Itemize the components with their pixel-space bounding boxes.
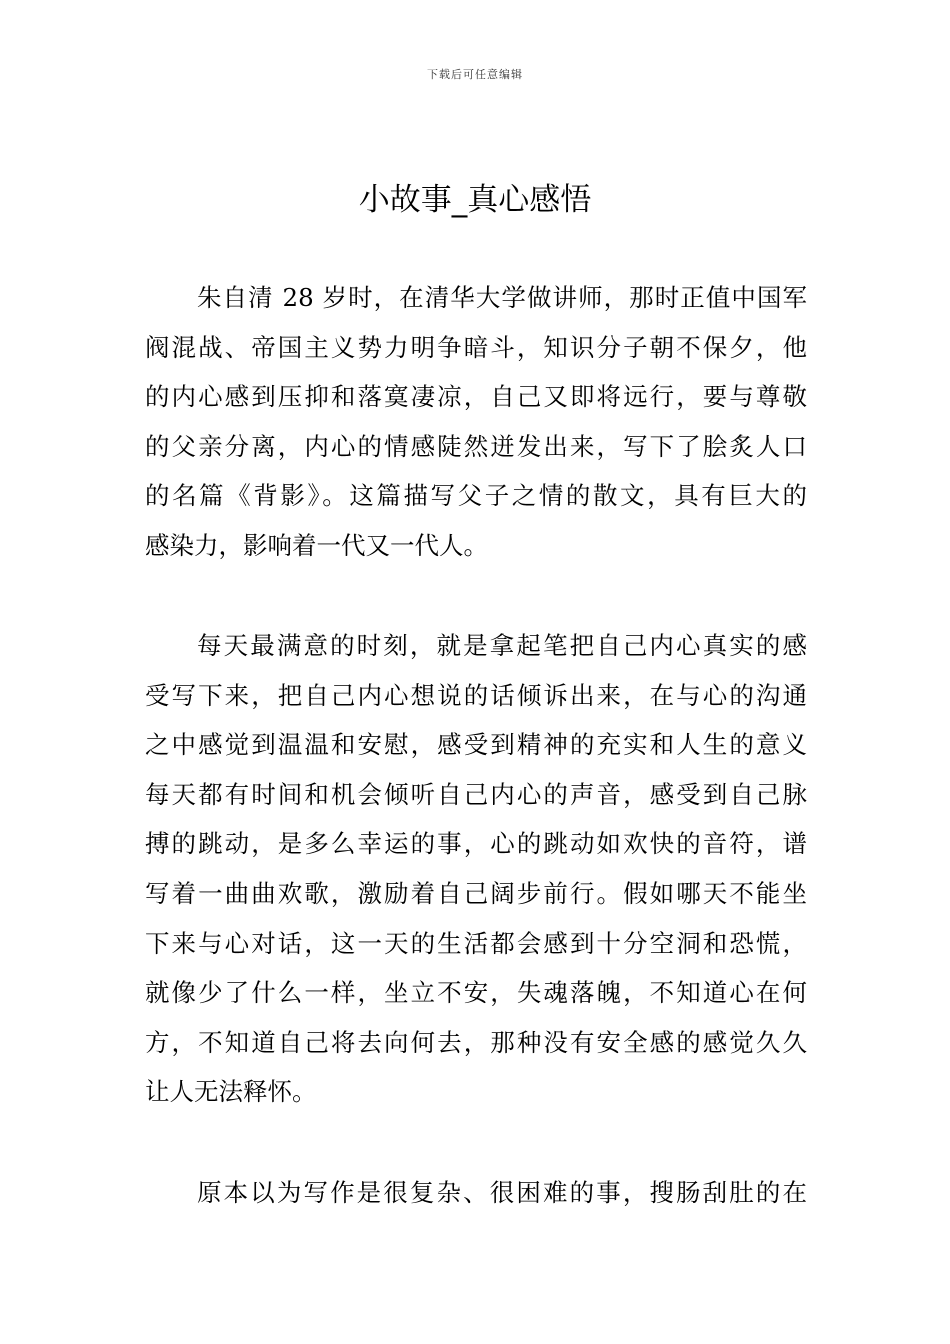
paragraph-line: 之中感觉到温温和安慰，感受到精神的充实和人生的意义 [145, 730, 807, 760]
paragraph-line: 阀混战、帝国主义势力明争暗斗，知识分子朝不保夕，他 [145, 332, 807, 362]
paragraph-line: 就像少了什么一样，坐立不安，失魂落魄，不知道心在何 [145, 978, 807, 1008]
paragraph-line: 的名篇《背影》。这篇描写父子之情的散文，具有巨大的 [145, 481, 807, 511]
paragraph-line: 感染力，影响着一代又一代人。 [145, 530, 488, 560]
paragraph-2 [145, 621, 807, 1117]
paragraph-line: 下来与心对话，这一天的生活都会感到十分空洞和恐慌， [145, 928, 807, 958]
paragraph-line: 的父亲分离，内心的情感陡然迸发出来，写下了脍炙人口 [145, 431, 807, 461]
paragraph-1 [145, 273, 807, 571]
paragraph-line: 每天都有时间和机会倾听自己内心的声音，感受到自己脉 [145, 779, 807, 809]
paragraph-line: 的内心感到压抑和落寞凄凉，自己又即将远行，要与尊敬 [145, 382, 807, 412]
paragraph-line: 朱自清 28 岁时，在清华大学做讲师，那时正值中国军 [197, 283, 807, 312]
paragraph-line: 每天最满意的时刻，就是拿起笔把自己内心真实的感 [197, 631, 807, 660]
paragraph-line: 让人无法释怀。 [145, 1077, 317, 1107]
document-title: 小故事_真心感悟 [358, 182, 592, 218]
paragraph-line: 受写下来，把自己内心想说的话倾诉出来，在与心的沟通 [145, 680, 807, 710]
paragraph-line: 方，不知道自己将去向何去，那种没有安全感的感觉久久 [145, 1027, 807, 1057]
paragraph-3 [145, 1168, 807, 1218]
header-note: 下载后可任意编辑 [427, 68, 523, 81]
paragraph-line: 原本以为写作是很复杂、很困难的事，搜肠刮肚的在 [197, 1178, 807, 1207]
paragraph-line: 搏的跳动，是多么幸运的事，心的跳动如欢快的音符，谱 [145, 829, 807, 859]
paragraph-line: 写着一曲曲欢歌，激励着自己阔步前行。假如哪天不能坐 [145, 878, 807, 908]
